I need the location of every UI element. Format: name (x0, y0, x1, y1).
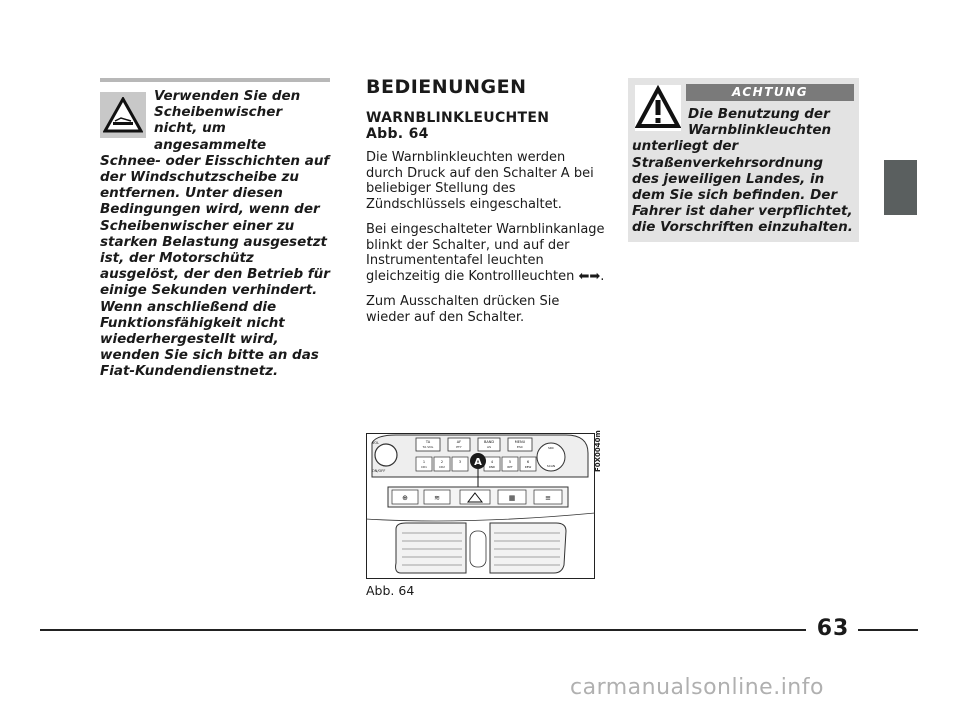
main-content (366, 76, 606, 335)
section-title: BEDIENUNGEN (366, 76, 527, 98)
rew-label: REW (524, 465, 532, 469)
vent-center-knob (470, 531, 486, 567)
left-air-vent (396, 523, 466, 573)
preset-1-label: 1 (422, 460, 426, 464)
achtung-warning-box (628, 78, 859, 242)
preset-6-label: 6 (526, 460, 530, 464)
chapter-thumb-tab (884, 160, 917, 215)
cd1-label: CD1 (421, 465, 427, 469)
svg-text:⊕: ⊕ (402, 494, 408, 502)
svg-text:▦: ▦ (508, 494, 516, 502)
figure-caption: Abb. 64 (366, 583, 415, 598)
note-top-rule (100, 78, 330, 82)
subtitle-line-1: WARNBLINKLEUCHTEN (366, 110, 550, 126)
paragraph-2 (366, 222, 606, 284)
turn-signal-arrows-icon: ⬅➡. (578, 268, 605, 284)
scan-label: SCAN (546, 464, 556, 468)
ta-label: TA (425, 440, 431, 444)
menu-label: MENU (514, 440, 526, 444)
cd2-label: CD2 (439, 465, 445, 469)
figure-code: F0X0040m (594, 430, 602, 472)
achtung-text-full: unterliegt der Straßenverkehrsordnung des jeweiligen Landes, in dem Sie sich befinden. Der Fahrer ist daher verpflichtet, die Vorschriften einzuhalten. (632, 138, 853, 236)
onoff-label: ON/OFF (372, 469, 386, 473)
watermark: carmanualsonline.info (570, 675, 824, 700)
footer-rule-right (858, 629, 918, 631)
svg-text:≡: ≡ (545, 494, 551, 502)
right-air-vent (490, 523, 566, 573)
svg-text:≋: ≋ (434, 494, 440, 502)
achtung-text-indented: Die Benutzung der Warnblinkleuchten (688, 106, 832, 139)
marker-a-label: A (474, 457, 482, 468)
dashboard-figure (366, 433, 595, 579)
band-label: BAND (483, 440, 495, 444)
preset-2-label: 2 (440, 460, 444, 464)
achtung-label: ACHTUNG (686, 84, 854, 101)
esc-label: ESC (517, 445, 523, 449)
warning-triangle-icon (100, 92, 146, 138)
left-note-text-indented: Verwenden Sie den Scheibenwischer nicht, um angesammelte (154, 88, 301, 153)
left-warning-note (100, 78, 330, 380)
src-label: SRC (548, 446, 554, 450)
vol-label: VOL (372, 441, 380, 445)
rnd-label: RND (488, 465, 496, 469)
pty-label: PTY (456, 445, 462, 449)
footer-rule-left (40, 629, 806, 631)
rpt-label: RPT (507, 465, 513, 469)
paragraph-2-text: Bei eingeschalteter Warnblinkanlage blinkt der Schalter, und auf der Instrumententafel leuchten gleichzeitig die Kontrollleuchten (366, 222, 605, 284)
preset-3-label: 3 (458, 460, 462, 464)
page-number: 63 (816, 616, 850, 641)
preset-5-label: 5 (508, 460, 512, 464)
section-subtitle (366, 110, 606, 142)
as-label: AS (487, 445, 491, 449)
paragraph-3: Zum Ausschalten drücken Sie wieder auf den Schalter. (366, 294, 560, 325)
left-note-text-full: Schnee- oder Eisschichten auf der Windschutzscheibe zu entfernen. Unter diesen Bedingungen wird, wenn der Scheibenwischer einer zu starken Belastung ausgesetzt ist, der Motorschütz ausgelöst, der den Betrieb für einige Sekunden verhindert. Wenn anschließend die Funktionsfähigkeit nicht wiederhergestellt wird, wenden Sie sich bitte an das Fiat-Kundendienstnetz. (100, 152, 330, 380)
volume-knob (375, 444, 397, 466)
subtitle-line-2: Abb. 64 (366, 126, 429, 142)
af-label: AF (456, 440, 462, 444)
ta-vol-label: TA VOL (422, 445, 434, 449)
paragraph-1: Die Warnblinkleuchten werden durch Druck auf den Schalter A bei beliebiger Stellung des Zündschlüssels eingeschaltet. (366, 150, 594, 212)
preset-4-label: 4 (490, 460, 494, 464)
achtung-text (632, 106, 854, 236)
